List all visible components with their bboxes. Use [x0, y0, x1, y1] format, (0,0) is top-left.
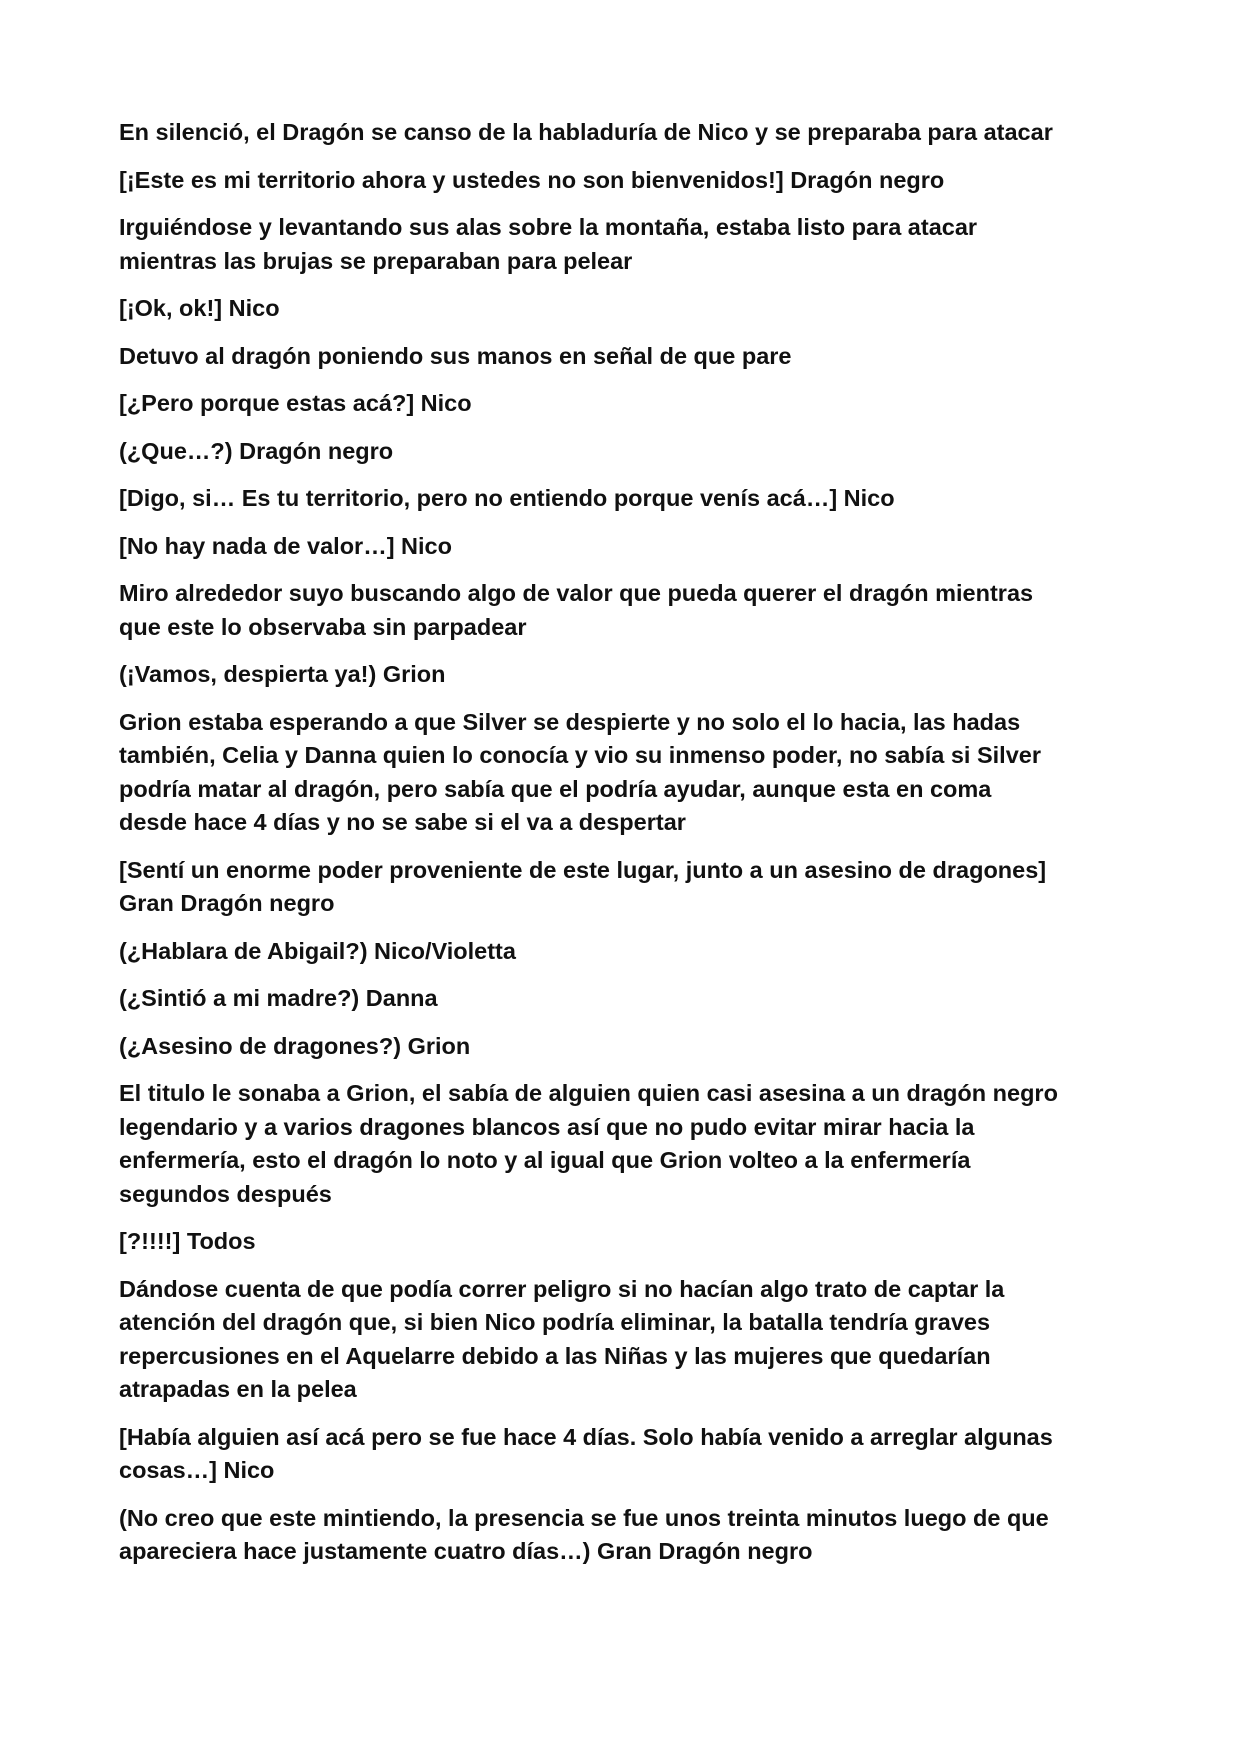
text-line: apareciera hace justamente cuatro días…) Gran Dragón negro [119, 1538, 813, 1564]
text-line: Irguiéndose y levantando sus alas sobre la montaña, estaba listo para atacar [119, 214, 978, 240]
text-line: (¿Asesino de dragones?) Grion [119, 1032, 471, 1059]
paragraph [119, 982, 1129, 1016]
text-line: [¿Pero porque estas acá?] Nico [119, 390, 472, 416]
text-line: Dándose cuenta de que podía correr peligro si no hacían algo trato de captar la [119, 1275, 1005, 1302]
paragraph [119, 292, 1129, 326]
text-line: podría matar al dragón, pero sabía que el podría ayudar, aunque esta en coma [119, 775, 992, 802]
text-line: Miro alrededor suyo buscando algo de valor que pueda querer el dragón mientras [119, 580, 1034, 606]
paragraph [119, 211, 1129, 278]
text-line: también, Celia y Danna quien lo conocía y vio su inmenso poder, no sabía si Silver [119, 742, 1041, 768]
text-line: (¡Vamos, despierta ya!) Grion [119, 661, 446, 687]
paragraph [119, 935, 1129, 969]
paragraph [119, 1077, 1129, 1211]
text-line: [?!!!!] Todos [119, 1228, 256, 1254]
text-line: (¿Hablara de Abigail?) Nico/Violetta [119, 937, 516, 964]
paragraph [119, 530, 1129, 564]
text-line: enfermería, esto el dragón lo noto y al igual que Grion volteo a la enfermería [119, 1147, 971, 1173]
text-line: repercusiones en el Aquelarre debido a las Niñas y las mujeres que quedarían [119, 1342, 991, 1369]
text-line: atrapadas en la pelea [119, 1376, 357, 1402]
text-line: (No creo que este mintiendo, la presencia se fue unos treinta minutos luego de que [119, 1504, 1049, 1531]
paragraph [119, 340, 1129, 374]
paragraph [119, 1030, 1129, 1064]
text-line: legendario y a varios dragones blancos así que no pudo evitar mirar hacia la [119, 1113, 975, 1140]
text-line: Grion estaba esperando a que Silver se despierte y no solo el lo hacia, las hadas [119, 708, 1021, 735]
paragraph [119, 435, 1129, 469]
text-line: En silenció, el Dragón se canso de la habladuría de Nico y se preparaba para atacar [119, 119, 1053, 145]
paragraph [119, 116, 1129, 150]
text-line: [Digo, si… Es tu territorio, pero no entiendo porque venís acá…] Nico [119, 485, 895, 511]
text-line: mientras las brujas se preparaban para pelear [119, 247, 633, 274]
text-line: [Había alguien así acá pero se fue hace 4 días. Solo había venido a arreglar algunas [119, 1423, 1053, 1450]
document-body [119, 116, 1129, 1583]
paragraph [119, 164, 1129, 198]
text-line: cosas…] Nico [119, 1457, 275, 1483]
text-line: Detuvo al dragón poniendo sus manos en señal de que pare [119, 342, 792, 369]
text-line: (¿Que…?) Dragón negro [119, 437, 394, 464]
text-line: [No hay nada de valor…] Nico [119, 532, 452, 559]
text-line: Gran Dragón negro [119, 890, 335, 916]
paragraph [119, 1273, 1129, 1407]
paragraph [119, 482, 1129, 516]
text-line: que este lo observaba sin parpadear [119, 613, 527, 640]
paragraph [119, 387, 1129, 421]
text-line: [¡Este es mi territorio ahora y ustedes no son bienvenidos!] Dragón negro [119, 166, 945, 193]
paragraph [119, 706, 1129, 840]
paragraph [119, 1502, 1129, 1569]
paragraph [119, 577, 1129, 644]
paragraph [119, 1421, 1129, 1488]
paragraph [119, 658, 1129, 692]
text-line: segundos después [119, 1180, 332, 1207]
text-line: [¡Ok, ok!] Nico [119, 295, 280, 321]
paragraph [119, 1225, 1129, 1259]
text-line: (¿Sintió a mi madre?) Danna [119, 985, 438, 1011]
text-line: atención del dragón que, si bien Nico podría eliminar, la batalla tendría graves [119, 1309, 991, 1335]
text-line: El titulo le sonaba a Grion, el sabía de alguien quien casi asesina a un dragón negro [119, 1080, 1058, 1106]
text-line: desde hace 4 días y no se sabe si el va a despertar [119, 809, 686, 835]
text-line: [Sentí un enorme poder proveniente de este lugar, junto a un asesino de dragones] [119, 856, 1047, 883]
paragraph [119, 854, 1129, 921]
